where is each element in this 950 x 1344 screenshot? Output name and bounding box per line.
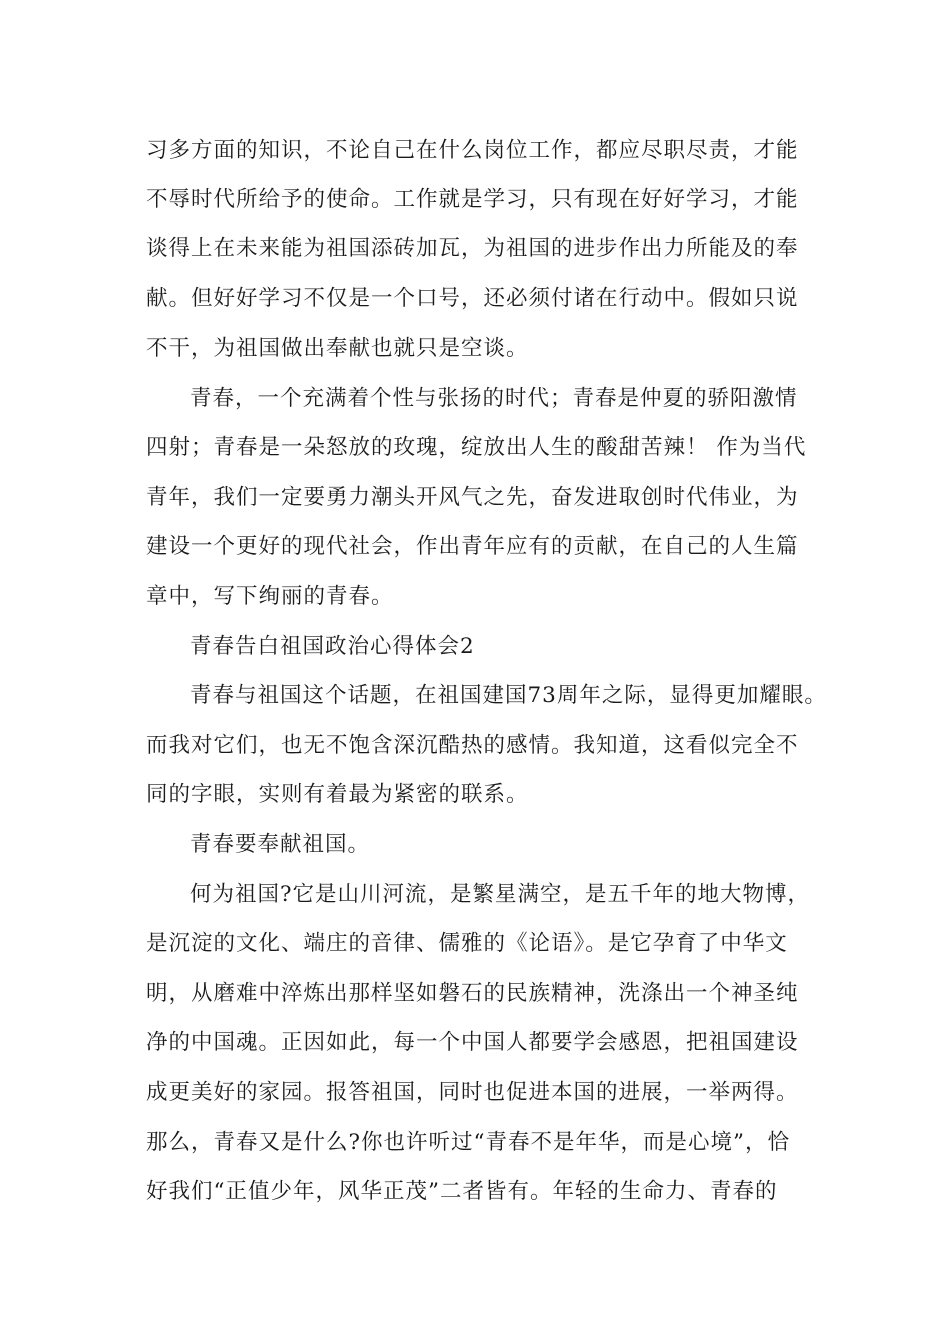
text-line: 成更美好的家园。报答祖国，同时也促进本国的进展，一举两得。 <box>146 1080 799 1105</box>
text-line: 同的字眼，实则有着最为紧密的联系。 <box>146 782 529 807</box>
text-line: 明，从磨难中淬炼出那样坚如磐石的民族精神，洗涤出一个神圣纯 <box>146 981 799 1006</box>
text-line: 青年，我们一定要勇力潮头开风气之先，奋发进取创时代伟业，为 <box>146 485 799 510</box>
text-line: 是沉淀的文化、端庄的音律、儒雅的《论语》。是它孕育了中华文 <box>146 931 788 956</box>
text-line: 不干，为祖国做出奉献也就只是空谈。 <box>146 336 529 361</box>
text-line: 不辱时代所给予的使命。工作就是学习，只有现在好好学习，才能 <box>146 187 799 212</box>
text-line: 章中，写下绚丽的青春。 <box>146 584 394 609</box>
text-line: 青春，一个充满着个性与张扬的时代；青春是仲夏的骄阳激情 <box>190 386 798 411</box>
text-line: 何为祖国?它是山川河流，是繁星满空，是五千年的地大物博， <box>190 882 811 907</box>
text-line: 净的中国魂。正因如此，每一个中国人都要学会感恩，把祖国建设 <box>146 1030 799 1055</box>
text-line: 四射；青春是一朵怒放的玫瑰，绽放出人生的酸甜苦辣！ 作为当代 <box>146 435 807 460</box>
text-line: 而我对它们，也无不饱含深沉酷热的感情。我知道，这看似完全不 <box>146 733 799 758</box>
text-line: 青春要奉献祖国。 <box>190 832 371 857</box>
text-line: 好我们“正值少年，风华正茂”二者皆有。年轻的生命力、青春的 <box>146 1179 778 1204</box>
text-line: 那么，青春又是什么?你也许听过“青春不是年华，而是心境”，恰 <box>146 1130 791 1155</box>
text-line: 谈得上在未来能为祖国添砖加瓦，为祖国的进步作出力所能及的奉 <box>146 236 799 261</box>
text-line: 建设一个更好的现代社会，作出青年应有的贡献，在自己的人生篇 <box>146 534 799 559</box>
section-heading: 青春告白祖国政治心得体会2 <box>190 634 475 659</box>
text-line: 习多方面的知识，不论自己在什么岗位工作，都应尽职尽责，才能 <box>146 138 799 163</box>
text-line: 青春与祖国这个话题，在祖国建国73周年之际，显得更加耀眼。 <box>190 683 827 708</box>
text-line: 献。但好好学习不仅是一个口号，还必须付诸在行动中。假如只说 <box>146 286 799 311</box>
